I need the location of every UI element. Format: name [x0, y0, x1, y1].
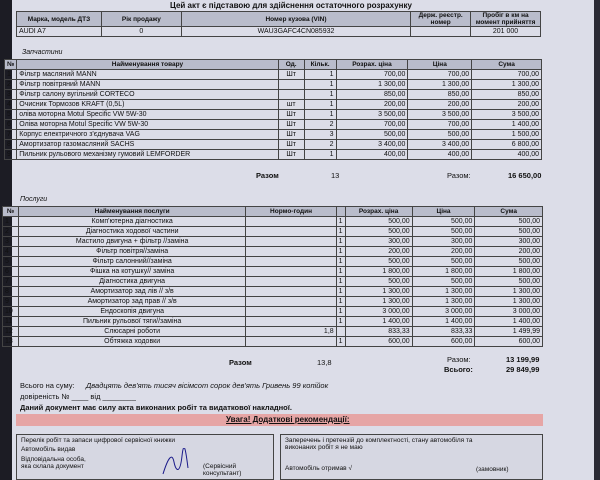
table-cell: 500,00: [345, 277, 412, 287]
table-cell: Фільтр повітря//заміна: [18, 247, 246, 257]
table-cell: Обтяжка ходовки: [18, 337, 246, 347]
table-cell: 700,00: [472, 70, 542, 80]
services-col: Найменування послуги: [18, 207, 246, 217]
table-cell: [278, 90, 304, 100]
parts-col: Ціна: [408, 60, 472, 70]
table-cell: 12: [3, 327, 19, 337]
table-cell: 500,00: [412, 227, 475, 237]
table-cell: 833,33: [412, 327, 475, 337]
table-cell: 8: [5, 140, 17, 150]
header-value: 0: [101, 27, 181, 37]
parts-col: Найменування товару: [17, 60, 278, 70]
table-cell: Фільтр повітряний MANN: [17, 80, 278, 90]
services-total-label: Разом: [229, 358, 252, 367]
table-cell: 1: [336, 217, 345, 227]
table-cell: 1,8: [246, 327, 336, 337]
power-of-attorney-line: довіреність № ____ від ________: [20, 392, 136, 401]
table-cell: [246, 307, 336, 317]
table-cell: Амортизатор зад прав // з/в: [18, 297, 246, 307]
table-cell: 4: [3, 247, 19, 257]
table-cell: [246, 267, 336, 277]
table-cell: 3: [3, 237, 19, 247]
table-cell: 9: [5, 150, 17, 160]
table-cell: [246, 217, 336, 227]
table-cell: 200,00: [345, 247, 412, 257]
table-row: [5, 130, 542, 140]
table-cell: 500,00: [475, 257, 543, 267]
table-cell: 1: [336, 307, 345, 317]
table-cell: 3: [304, 130, 336, 140]
table-cell: 3 500,00: [472, 110, 542, 120]
table-cell: 500,00: [475, 217, 543, 227]
table-cell: 700,00: [336, 120, 408, 130]
table-cell: 2: [304, 140, 336, 150]
table-cell: 6: [3, 267, 19, 277]
table-cell: 600,00: [412, 337, 475, 347]
table-cell: 500,00: [412, 277, 475, 287]
table-cell: 3 400,00: [336, 140, 408, 150]
table-cell: 300,00: [412, 237, 475, 247]
table-cell: 1 300,00: [472, 80, 542, 90]
table-row: [3, 297, 543, 307]
services-col: [336, 207, 345, 217]
table-cell: 850,00: [408, 90, 472, 100]
document-validity-note: Даний документ має силу акта виконаних робіт та видаткової накладної.: [20, 403, 292, 412]
receipt-line: Автомобіль отримав √: [285, 465, 353, 472]
table-cell: 1 800,00: [345, 267, 412, 277]
table-cell: 3: [5, 90, 17, 100]
table-cell: 6: [5, 120, 17, 130]
table-cell: 1: [336, 237, 345, 247]
table-cell: 500,00: [408, 130, 472, 140]
table-cell: 5: [3, 257, 19, 267]
table-cell: 200,00: [412, 247, 475, 257]
parts-total-sum-label: Разом:: [447, 171, 471, 180]
table-cell: 1: [336, 317, 345, 327]
table-cell: 833,33: [345, 327, 412, 337]
table-row: [3, 247, 543, 257]
table-cell: Шт: [278, 70, 304, 80]
services-col: Сума: [475, 207, 543, 217]
table-cell: Діагностика ходової частини: [18, 227, 246, 237]
handover-line: Відповідальна особа,: [21, 456, 86, 463]
table-cell: 1 300,00: [412, 297, 475, 307]
services-col: №: [3, 207, 19, 217]
grand-total-label: Всього:: [444, 365, 473, 374]
table-row: [3, 237, 543, 247]
table-row: [3, 257, 543, 267]
table-cell: Діагностика двигуна: [18, 277, 246, 287]
services-total-sum: 13 199,99: [506, 355, 540, 364]
parts-total-label: Разом: [256, 171, 279, 180]
header-value: [411, 27, 471, 37]
table-cell: 700,00: [408, 120, 472, 130]
table-cell: Очисник Тормозов KRAFT (0,5L): [17, 100, 278, 110]
table-cell: [246, 317, 336, 327]
table-cell: 10: [3, 307, 19, 317]
header-value: 201 000: [471, 27, 541, 37]
table-cell: [246, 337, 336, 347]
table-cell: 1: [304, 70, 336, 80]
header-col: Номер кузова (VIN): [181, 12, 410, 27]
table-cell: 1: [3, 217, 19, 227]
table-cell: 2: [3, 227, 19, 237]
parts-total-sum: 16 650,00: [508, 171, 542, 180]
table-cell: 600,00: [475, 337, 543, 347]
table-cell: 3 500,00: [336, 110, 408, 120]
table-cell: 9: [3, 297, 19, 307]
table-cell: 5: [5, 110, 17, 120]
table-cell: 1 300,00: [336, 80, 408, 90]
parts-col: Од.: [278, 60, 304, 70]
table-cell: 400,00: [472, 150, 542, 160]
table-cell: Слюсарні роботи: [18, 327, 246, 337]
table-cell: [246, 237, 336, 247]
table-cell: Шт: [278, 110, 304, 120]
table-cell: 850,00: [336, 90, 408, 100]
table-cell: 700,00: [336, 70, 408, 80]
table-cell: 2: [5, 80, 17, 90]
table-cell: 1 400,00: [412, 317, 475, 327]
table-cell: 1: [336, 277, 345, 287]
table-cell: [246, 257, 336, 267]
vehicle-header-table: [16, 11, 541, 37]
table-cell: Пильник рульової тяги//заміна: [18, 317, 246, 327]
table-cell: 13: [3, 337, 19, 347]
table-cell: 300,00: [345, 237, 412, 247]
table-cell: 11: [3, 317, 19, 327]
table-cell: оліва моторна Motul Specific VW 5W-30: [17, 110, 278, 120]
table-cell: 1: [336, 247, 345, 257]
table-cell: 1 400,00: [345, 317, 412, 327]
services-columns-row: [3, 207, 543, 217]
services-col: Розрах. ціна: [345, 207, 412, 217]
table-row: [5, 80, 542, 90]
recommendations-title: Увага! Додаткові рекомендації:: [226, 415, 350, 424]
sum-in-words-prefix: Всього на суму:: [20, 381, 75, 390]
handwritten-signature: [160, 448, 190, 476]
table-cell: 8: [3, 287, 19, 297]
parts-section-label: Запчастини: [22, 49, 63, 56]
table-cell: 3 400,00: [408, 140, 472, 150]
table-cell: 1 300,00: [412, 287, 475, 297]
table-cell: Шт: [278, 120, 304, 130]
table-cell: 1 400,00: [472, 120, 542, 130]
table-row: [5, 110, 542, 120]
table-cell: 3 000,00: [412, 307, 475, 317]
table-cell: 1 300,00: [345, 287, 412, 297]
table-row: [5, 100, 542, 110]
services-col: Ціна: [412, 207, 475, 217]
table-row: [5, 90, 542, 100]
services-total-sum-label: Разом:: [447, 355, 471, 364]
services-table: [2, 206, 543, 347]
table-cell: Амортизатор газомасляний SACHS: [17, 140, 278, 150]
table-cell: Пильник рульового механізму гумовий LEMFORDER: [17, 150, 278, 160]
table-row: [3, 337, 543, 347]
table-cell: 500,00: [336, 130, 408, 140]
table-cell: 2: [304, 120, 336, 130]
table-cell: 1: [304, 100, 336, 110]
table-cell: [246, 297, 336, 307]
table-row: [3, 227, 543, 237]
header-col: Держ. реєстр. номер: [411, 12, 471, 27]
parts-col: Розрах. ціна: [336, 60, 408, 70]
table-row: [3, 307, 543, 317]
services-section-label: Послуги: [20, 196, 48, 203]
header-value: WAU3GAFC4CN085932: [181, 27, 410, 37]
table-cell: 1 300,00: [475, 297, 543, 307]
table-cell: 1: [336, 287, 345, 297]
table-cell: 1: [336, 297, 345, 307]
table-cell: 200,00: [336, 100, 408, 110]
table-cell: 400,00: [408, 150, 472, 160]
header-columns-row: [17, 12, 541, 27]
table-cell: 200,00: [408, 100, 472, 110]
table-cell: 7: [3, 277, 19, 287]
table-cell: 1: [5, 70, 17, 80]
recommendations-bar: [16, 414, 543, 426]
table-row: [5, 150, 542, 160]
table-cell: 1 400,00: [475, 317, 543, 327]
header-col: Рік продажу: [101, 12, 181, 27]
grand-total-sum: 29 849,99: [506, 365, 540, 374]
table-cell: [246, 227, 336, 237]
table-cell: 1 300,00: [475, 287, 543, 297]
table-cell: 1 500,00: [472, 130, 542, 140]
table-cell: 500,00: [475, 227, 543, 237]
table-cell: Фільтр салонний//заміна: [18, 257, 246, 267]
table-cell: Фішка на котушку// заміна: [18, 267, 246, 277]
table-cell: [278, 80, 304, 90]
table-cell: 1: [336, 227, 345, 237]
header-values-row: [17, 27, 541, 37]
table-cell: 600,00: [345, 337, 412, 347]
table-cell: [246, 287, 336, 297]
table-row: [5, 120, 542, 130]
sum-in-words: Двадцять дев'ять тисяч вісімсот сорок дев'ять Гривень 99 копійок: [86, 381, 329, 390]
table-cell: 1 800,00: [475, 267, 543, 277]
table-cell: 200,00: [475, 247, 543, 257]
table-cell: 3 000,00: [345, 307, 412, 317]
table-cell: 3 500,00: [408, 110, 472, 120]
table-cell: 500,00: [345, 257, 412, 267]
table-cell: Амортизатор зад лів // з/в: [18, 287, 246, 297]
table-row: [3, 327, 543, 337]
receipt-line: виконаних робіт я не маю: [285, 444, 363, 451]
parts-col: Кільк.: [304, 60, 336, 70]
services-total-qty: 13,8: [317, 358, 332, 367]
header-col: Марка, модель ДТЗ: [17, 12, 102, 27]
table-cell: Шт: [278, 140, 304, 150]
table-cell: 400,00: [336, 150, 408, 160]
services-col: Нормо-годин: [246, 207, 336, 217]
table-cell: 1: [336, 337, 345, 347]
table-cell: 500,00: [345, 217, 412, 227]
consultant-label: (Сервісний консультант): [203, 463, 242, 477]
table-cell: Шт: [278, 150, 304, 160]
parts-col: Сума: [472, 60, 542, 70]
table-cell: 500,00: [475, 277, 543, 287]
handover-line: Автомобіль видав: [21, 446, 76, 453]
table-cell: 1: [304, 80, 336, 90]
table-row: [5, 70, 542, 80]
table-row: [3, 287, 543, 297]
header-value: AUDI A7: [17, 27, 102, 37]
table-row: [3, 317, 543, 327]
table-cell: 1: [336, 257, 345, 267]
table-cell: 1: [304, 90, 336, 100]
table-cell: 4: [5, 100, 17, 110]
table-cell: 1 800,00: [412, 267, 475, 277]
table-cell: Фільтр масляний MANN: [17, 70, 278, 80]
header-col: Пробіг в км на момент прийняття: [471, 12, 541, 27]
table-cell: Ендоскопія двигуна: [18, 307, 246, 317]
table-row: [3, 267, 543, 277]
customer-label: (замовник): [476, 466, 509, 473]
table-cell: [246, 247, 336, 257]
table-cell: 850,00: [472, 90, 542, 100]
parts-columns-row: [5, 60, 542, 70]
table-row: [3, 217, 543, 227]
table-cell: 300,00: [475, 237, 543, 247]
table-cell: Корпус електричного з'єднувача VAG: [17, 130, 278, 140]
receipt-box: [280, 434, 543, 480]
table-cell: 1 300,00: [408, 80, 472, 90]
table-cell: Оліва моторна Motul Specific VW 5W-30: [17, 120, 278, 130]
table-cell: [336, 327, 345, 337]
handover-line: Перелік робіт та запаси цифрової сервісної книжки: [21, 437, 175, 444]
table-cell: 1: [336, 267, 345, 277]
table-row: [3, 277, 543, 287]
table-cell: 6 800,00: [472, 140, 542, 150]
table-row: [5, 140, 542, 150]
table-cell: [246, 277, 336, 287]
table-cell: 500,00: [412, 217, 475, 227]
table-cell: 1 499,99: [475, 327, 543, 337]
table-cell: 7: [5, 130, 17, 140]
table-cell: 1: [304, 150, 336, 160]
parts-table: [4, 59, 542, 160]
parts-col: №: [5, 60, 17, 70]
table-cell: шт: [278, 100, 304, 110]
receipt-line: Заперечень і претензій до комплектності, стану автомобіля та: [285, 437, 473, 444]
parts-total-qty: 13: [331, 171, 340, 180]
table-cell: 500,00: [345, 227, 412, 237]
table-cell: 1: [304, 110, 336, 120]
photo-edge-right: [594, 0, 600, 480]
table-cell: Мастило двигуна + фільтр //заміна: [18, 237, 246, 247]
table-cell: 700,00: [408, 70, 472, 80]
table-cell: 3 000,00: [475, 307, 543, 317]
handover-box: [16, 434, 274, 480]
table-cell: Комп'ютерна діагностика: [18, 217, 246, 227]
handover-line: яка склала документ: [21, 463, 84, 470]
document-title: Цей акт є підставою для здійснення остаточного розрахунку: [170, 1, 412, 10]
table-cell: Фільтр салону вугільний CORTECO: [17, 90, 278, 100]
table-cell: 500,00: [412, 257, 475, 267]
table-cell: Шт: [278, 130, 304, 140]
table-cell: 200,00: [472, 100, 542, 110]
table-cell: 1 300,00: [345, 297, 412, 307]
